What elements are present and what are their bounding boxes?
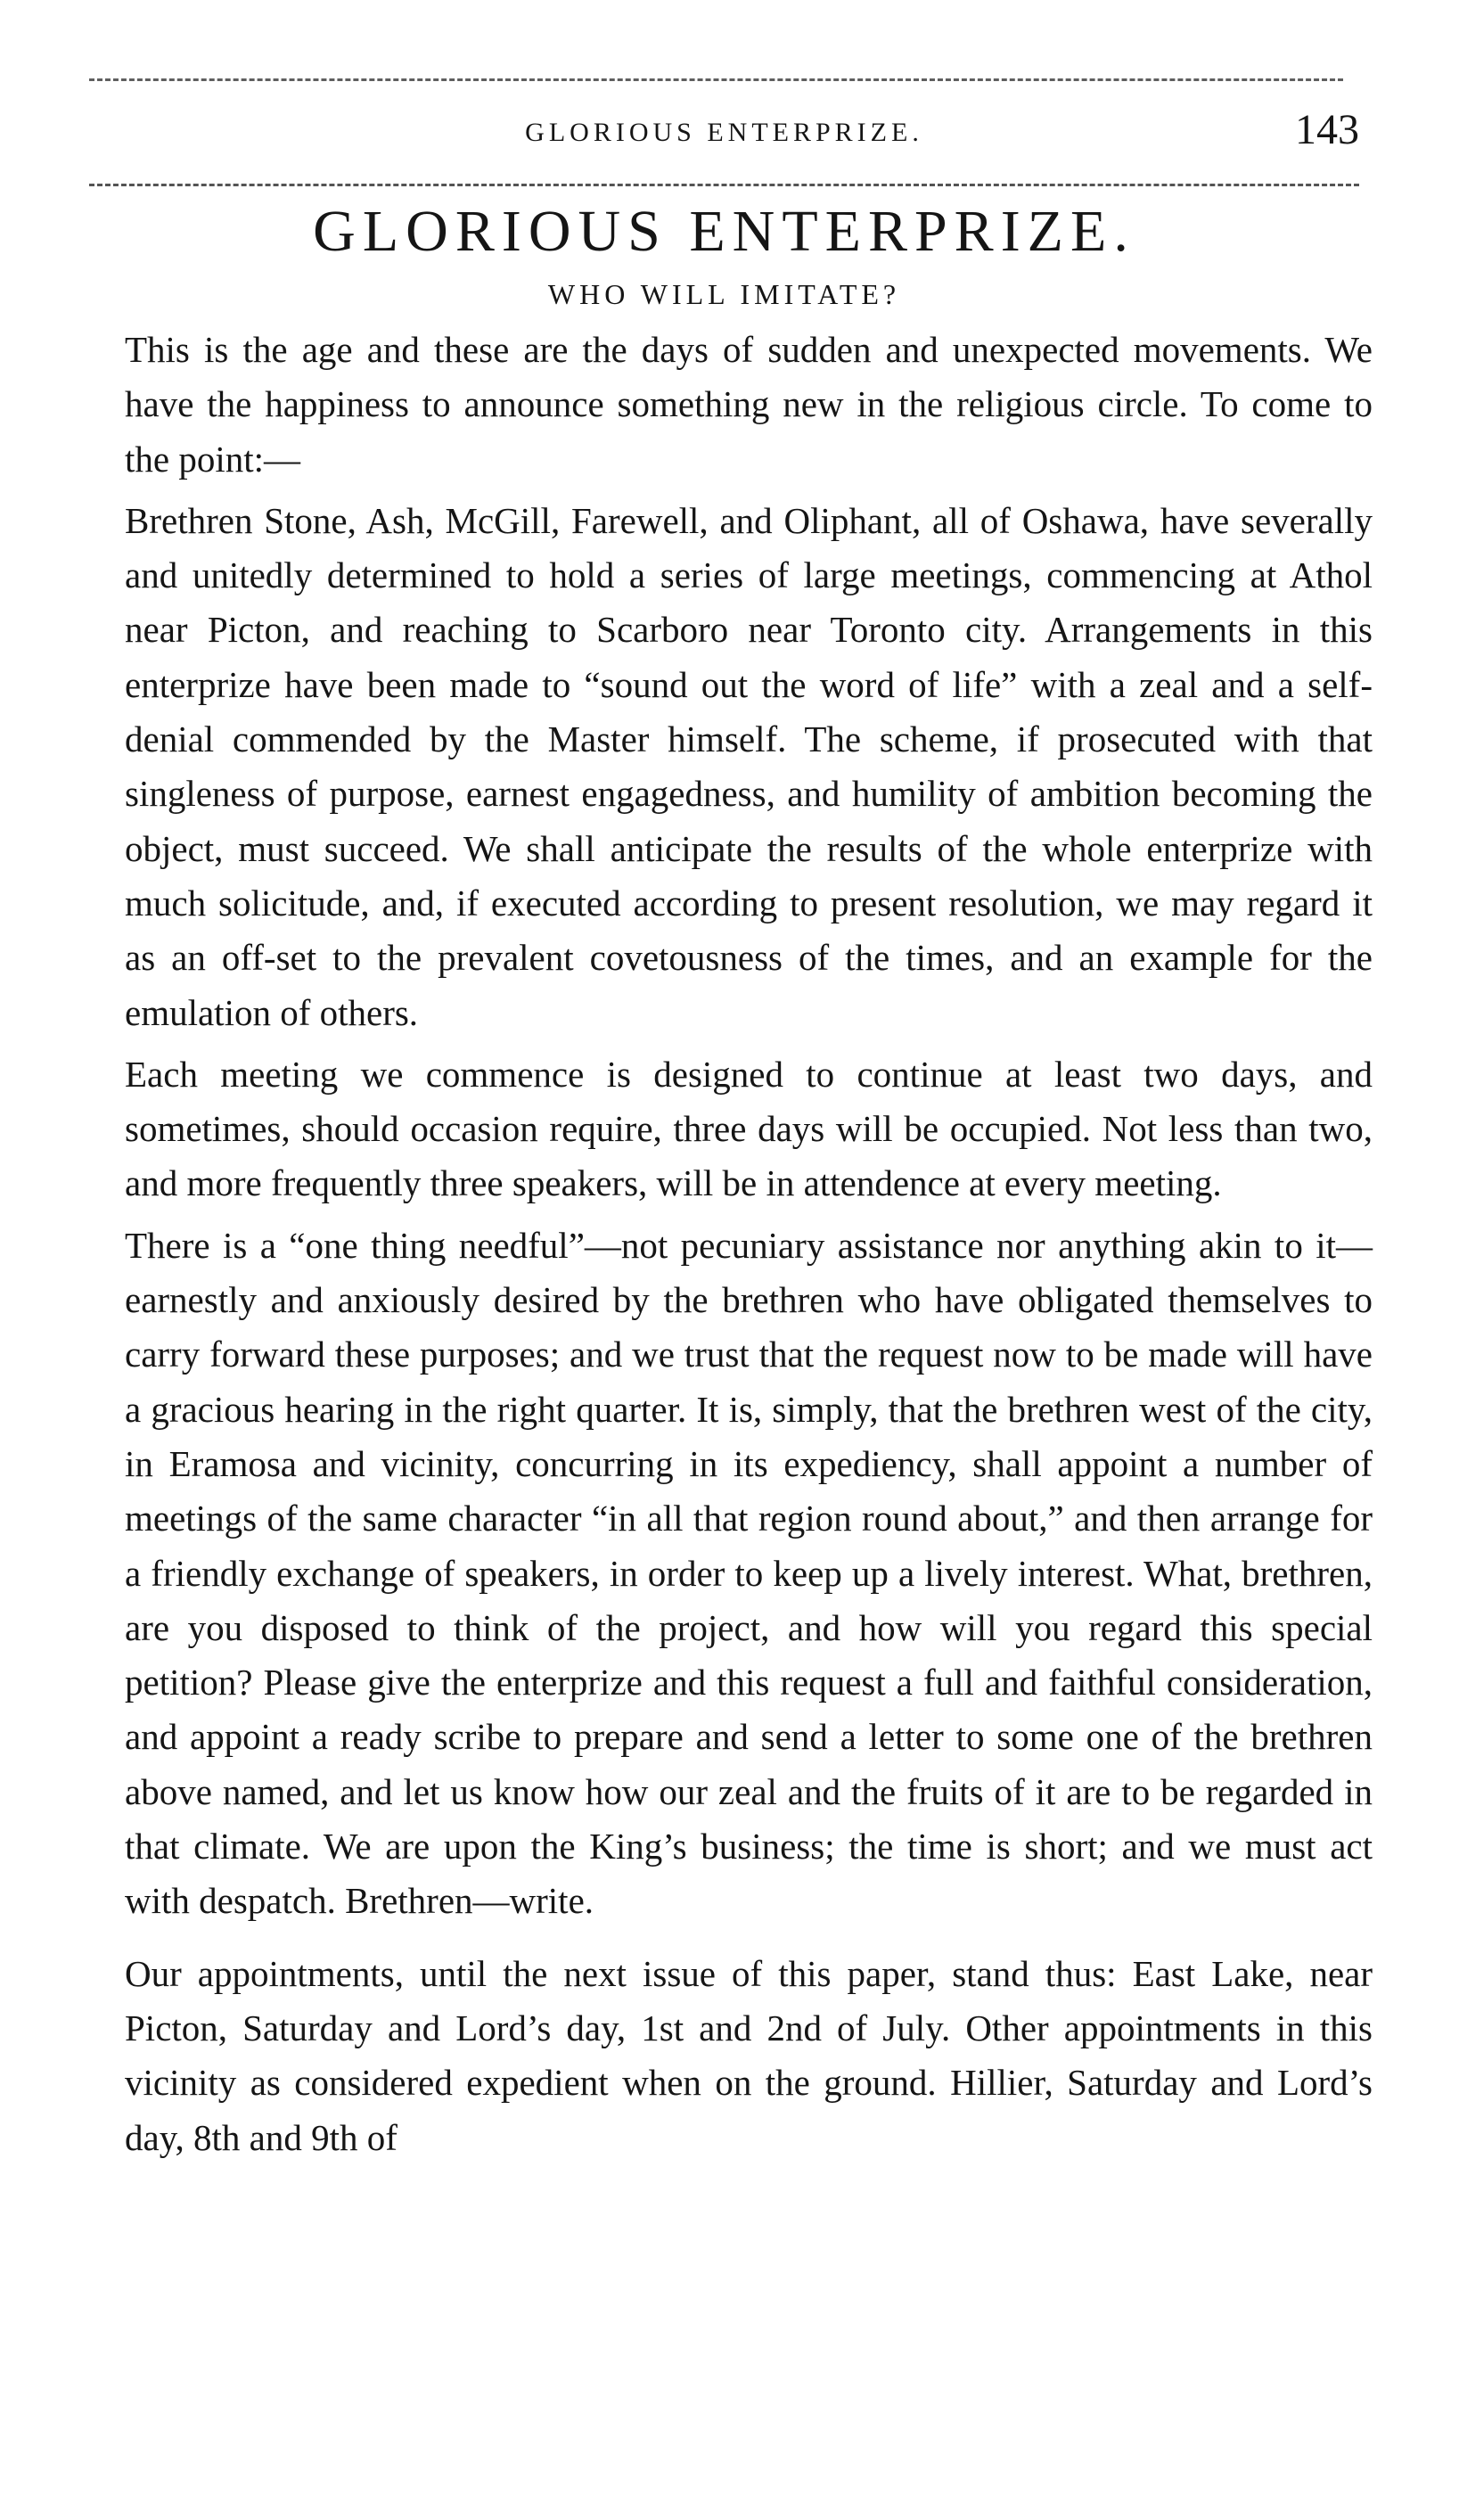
page-number: 143 — [1295, 106, 1359, 153]
article-body — [125, 323, 1373, 2165]
running-head: GLORIOUS ENTERPRIZE. — [525, 118, 923, 147]
header-rule — [89, 184, 1359, 186]
paragraph: There is a “one thing needful”—not pecuniary assistance nor anything akin to it—earnestly and anxiously desired by the brethren who have obligated themselves to carry forward these purposes; and we trust that the request now to be made will have a gracious hearing in the right quarter. It is, simply, that the brethren west of the city, in Eramosa and vicinity, concurring in its expediency, shall appoint a number of meetings of the same character “in all that region round about,” and then arrange for a friendly exchange of speakers, in order to keep up a lively interest. What, brethren, are you disposed to think of the project, and how will you regard this special petition? Please give the enterprize and this request a full and faithful consideration, and appoint a ready scribe to prepare and send a letter to some one of the brethren above named, and let us know how our zeal and the fruits of it are to be regarded in that climate. We are upon the King’s business; the time is short; and we must act with despatch. Brethren—write. — [125, 1224, 1373, 1922]
paragraph: This is the age and these are the days of sudden and unexpected movements. We have the happiness to announce something new in the religious circle. To come to the point:— — [125, 329, 1373, 480]
top-rule — [89, 78, 1343, 81]
paragraph: Brethren Stone, Ash, McGill, Farewell, and Oliphant, all of Oshawa, have severally and unitedly determined to hold a series of large meetings, commencing at Athol near Picton, and reaching to Scarboro near Toronto city. Arrangements in this enterprize have been made to “sound out the word of life” with a zeal and a self-denial commended by the Master himself. The scheme, if prosecuted with that singleness of purpose, earnest engagedness, and humility of ambition becoming the object, must succeed. We shall anticipate the results of the whole enterprize with much solicitude, and, if executed according to present resolution, we may regard it as an off-set to the prevalent covetousness of the times, and an example for the emulation of others. — [125, 499, 1373, 1033]
paragraph: Our appointments, until the next issue of this paper, stand thus: East Lake, near Picton, Saturday and Lord’s day, 1st and 2nd of July. Other appointments in this vicinity as considered expedient when on the ground. Hillier, Saturday and Lord’s day, 8th and 9th of — [125, 1952, 1373, 2158]
page-header — [89, 105, 1359, 168]
article-subtitle: WHO WILL IMITATE? — [547, 278, 901, 310]
paragraph: Each meeting we commence is designed to continue at least two days, and sometimes, should occasion require, three days will be occupied. Not less than two, and more frequently three speakers, will be in attendence at every meeting. — [125, 1053, 1373, 1204]
article-title: GLORIOUS ENTERPRIZE. — [313, 199, 1135, 264]
